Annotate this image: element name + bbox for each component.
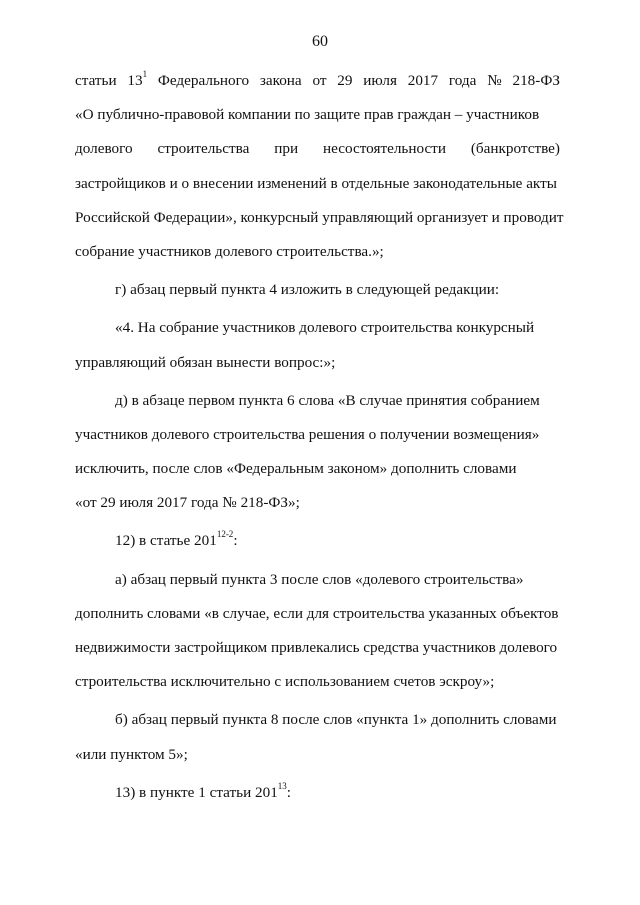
word: закона [259, 72, 302, 89]
page-number: 60 [312, 33, 328, 50]
word: 13 [127, 72, 143, 89]
paragraph-line: «О публично-правовой компании по защите прав граждан – участников [75, 106, 540, 124]
word: года [448, 72, 477, 89]
punctuation: : [286, 783, 292, 801]
word: долевого [75, 140, 133, 158]
paragraph-line: застройщиков и о внесении изменений в отдельные законодательные акты [75, 174, 557, 192]
paragraph-line [75, 524, 560, 558]
heading-text: 13) в пункте 1 статьи 201 [115, 783, 278, 801]
paragraph-line: «4. На собрание участников долевого строительства конкурсный [115, 319, 535, 337]
word: 2017 [407, 72, 439, 89]
paragraph-line [75, 64, 560, 98]
superscript: 12-2 [216, 529, 234, 540]
word: 29 [337, 72, 353, 89]
word: строительства [157, 140, 250, 158]
paragraph-line: собрание участников долевого строительства.»; [75, 242, 384, 260]
word: 218-ФЗ [512, 72, 560, 89]
paragraph-line: «или пунктом 5»; [75, 745, 188, 763]
paragraph-line: д) в абзаце первом пункта 6 слова «В случае принятия собранием [115, 391, 540, 409]
paragraph-line [75, 776, 560, 810]
word: статьи [75, 72, 117, 89]
document-body [75, 64, 564, 810]
paragraph-line: строительства исключительно с использованием счетов эскроу»; [75, 673, 495, 691]
paragraph-line: «от 29 июля 2017 года № 218-ФЗ»; [75, 494, 300, 512]
heading-text: 12) в статье 201 [115, 532, 217, 550]
word: при [274, 140, 299, 158]
word: № [487, 72, 502, 89]
paragraph-line: участников долевого строительства решения о получении возмещения» [75, 425, 540, 443]
word: от [312, 72, 327, 89]
paragraph-line [75, 132, 560, 166]
paragraph-line: управляющий обязан вынести вопрос:»; [75, 353, 336, 371]
word: Федерального [157, 72, 250, 89]
paragraph-line: а) абзац первый пункта 3 после слов «долевого строительства» [115, 570, 524, 588]
paragraph-line: дополнить словами «в случае, если для строительства указанных объектов [75, 604, 559, 622]
paragraph-line: б) абзац первый пункта 8 после слов «пункта 1» дополнить словами [115, 711, 557, 729]
superscript: 13 [277, 780, 287, 791]
paragraph-line: недвижимости застройщиком привлекались средства участников долевого [75, 639, 558, 656]
paragraph-line: Российской Федерации», конкурсный управляющий организует и проводит [75, 208, 564, 226]
word-with-sup [127, 64, 147, 98]
word: (банкротстве) [470, 140, 560, 158]
superscript: 1 [142, 68, 148, 79]
punctuation: : [233, 532, 238, 550]
word: несостоятельности [323, 140, 446, 158]
paragraph-line: исключить, после слов «Федеральным законом» дополнить словами [75, 460, 517, 478]
paragraph-line: г) абзац первый пункта 4 изложить в следующей редакции: [115, 281, 500, 299]
word: июля [363, 72, 397, 89]
